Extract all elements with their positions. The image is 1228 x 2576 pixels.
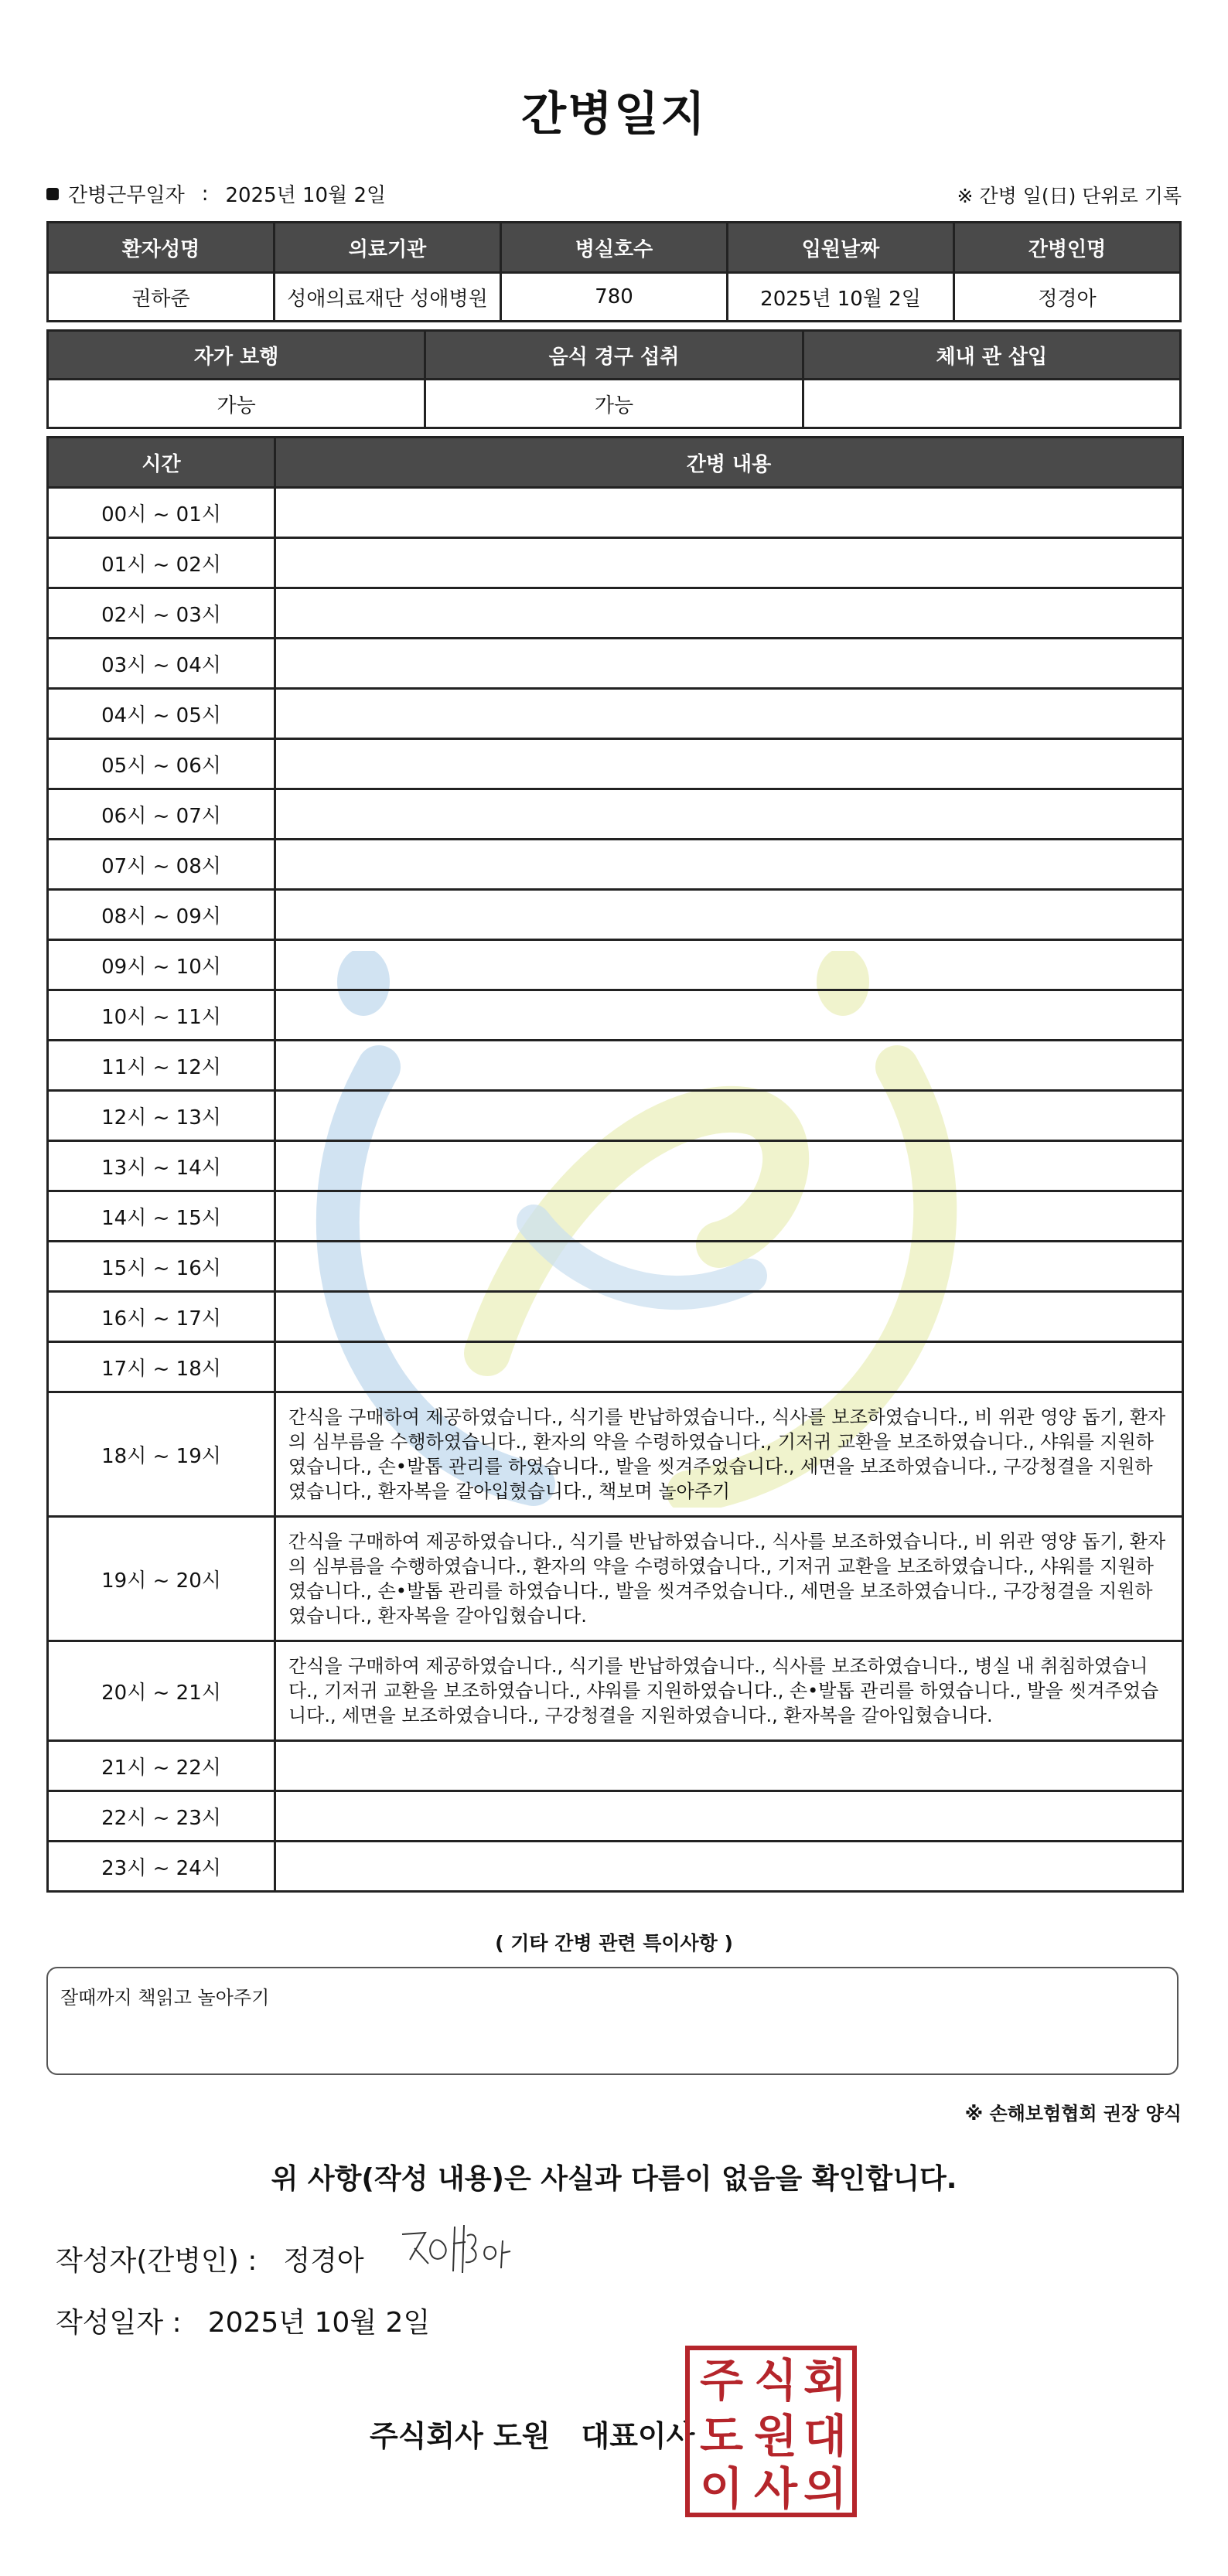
- seal-char: 주: [699, 2354, 744, 2407]
- time-cell: 21시 ~ 22시: [48, 1741, 275, 1791]
- header-admission-date: 입원날짜: [728, 223, 954, 273]
- seal-char: 사: [753, 2462, 798, 2515]
- time-cell: 22시 ~ 23시: [48, 1791, 275, 1842]
- content-cell: [275, 789, 1183, 840]
- tube-insertion-value: [803, 380, 1180, 428]
- header-care-content: 간병 내용: [275, 438, 1183, 488]
- table-row: [48, 990, 1183, 1041]
- table-row: [48, 1392, 1183, 1517]
- table-row: [48, 739, 1183, 789]
- table-row: [48, 488, 1183, 538]
- seal-char: 대: [803, 2410, 848, 2462]
- content-cell: [275, 1242, 1183, 1292]
- content-cell: [275, 1141, 1183, 1191]
- time-cell: 15시 ~ 16시: [48, 1242, 275, 1292]
- content-cell: [275, 639, 1183, 689]
- content-cell: [275, 1342, 1183, 1392]
- insurer-note: ※ 손해보험협회 권장 양식: [964, 2103, 1182, 2125]
- work-date-colon: :: [201, 182, 209, 206]
- table-row: [48, 1791, 1183, 1842]
- header-oral-intake: 음식 경구 섭취: [425, 331, 803, 380]
- bullet-square-icon: [46, 188, 59, 200]
- table-row: [48, 1091, 1183, 1141]
- content-cell: [275, 538, 1183, 588]
- time-cell: 17시 ~ 18시: [48, 1342, 275, 1392]
- content-cell: [275, 990, 1183, 1041]
- content-cell: [275, 1191, 1183, 1242]
- table-row: [48, 639, 1183, 689]
- time-cell: 07시 ~ 08시: [48, 840, 275, 890]
- time-cell: 05시 ~ 06시: [48, 739, 275, 789]
- time-cell: 03시 ~ 04시: [48, 639, 275, 689]
- company-row: [370, 2412, 694, 2455]
- time-cell: 20시 ~ 21시: [48, 1641, 275, 1741]
- work-date-row: [46, 179, 386, 208]
- patient-info-table: [46, 221, 1182, 322]
- seal-char: 도: [699, 2410, 744, 2462]
- content-cell: [275, 1791, 1183, 1842]
- table-row: [48, 1641, 1183, 1741]
- content-cell: 간식을 구매하여 제공하였습니다., 식기를 반납하였습니다., 식사를 보조하였습니다., 비 위관 영양 돕기, 환자의 심부름을 수행하였습니다., 환자의 약을 수령하였습니다., 기저귀 교환을 보조하였습니다., 샤워를 지원하였습니다., 손•발톱 관리를 하였습니다., 발을 씻겨주었습니다., 세면을 보조하였습니다., 구강청결을 지원하였습니다., 환자복을 갈아입혔습니다.: [275, 1517, 1183, 1641]
- time-cell: 19시 ~ 20시: [48, 1517, 275, 1641]
- content-cell: 간식을 구매하여 제공하였습니다., 식기를 반납하였습니다., 식사를 보조하였습니다., 비 위관 영양 돕기, 환자의 심부름을 수행하였습니다., 환자의 약을 수령하였습니다., 기저귀 교환을 보조하였습니다., 샤워를 지원하였습니다., 손•발톱 관리를 하였습니다., 발을 씻겨주었습니다., 세면을 보조하였습니다., 구강청결을 지원하였습니다., 환자복을 갈아입혔습니다., 책보며 놀아주기: [275, 1392, 1183, 1517]
- time-cell: 08시 ~ 09시: [48, 890, 275, 940]
- content-cell: [275, 1091, 1183, 1141]
- table-row: [48, 1517, 1183, 1641]
- time-cell: 10시 ~ 11시: [48, 990, 275, 1041]
- time-cell: 13시 ~ 14시: [48, 1141, 275, 1191]
- header-patient-name: 환자성명: [48, 223, 275, 273]
- table-row: [48, 1191, 1183, 1242]
- time-cell: 00시 ~ 01시: [48, 488, 275, 538]
- written-date-label: 작성일자 :: [56, 2307, 182, 2339]
- table-row: [48, 890, 1183, 940]
- work-date-label: 간병근무일자: [68, 184, 185, 207]
- content-cell: 간식을 구매하여 제공하였습니다., 식기를 반납하였습니다., 식사를 보조하였습니다., 병실 내 취침하였습니다., 기저귀 교환을 보조하였습니다., 샤워를 지원하였습니다., 손•발톱 관리를 하였습니다., 발을 씻겨주었습니다., 세면을 보조하였습니다., 구강청결을 지원하였습니다., 환자복을 갈아입혔습니다.: [275, 1641, 1183, 1741]
- table-row: [48, 1041, 1183, 1091]
- time-cell: 06시 ~ 07시: [48, 789, 275, 840]
- table-row: [48, 1292, 1183, 1342]
- patient-status-table: [46, 329, 1182, 429]
- oral-intake-value: 가능: [425, 380, 803, 428]
- time-cell: 16시 ~ 17시: [48, 1292, 275, 1342]
- time-cell: 01시 ~ 02시: [48, 538, 275, 588]
- content-cell: [275, 1292, 1183, 1342]
- content-cell: [275, 840, 1183, 890]
- table-row: [48, 1842, 1183, 1892]
- table-row: [48, 1342, 1183, 1392]
- writer-name: 정경아: [283, 2245, 364, 2277]
- table-row: [48, 940, 1183, 990]
- time-cell: 04시 ~ 05시: [48, 689, 275, 739]
- header-self-walking: 자가 보행: [48, 331, 425, 380]
- self-walking-value: 가능: [48, 380, 425, 428]
- time-cell: 12시 ~ 13시: [48, 1091, 275, 1141]
- admission-date: 2025년 10월 2일: [728, 273, 954, 322]
- table-row: [48, 1141, 1183, 1191]
- company-name: 주식회사 도원: [370, 2419, 551, 2453]
- caregiver-name: 정경아: [954, 273, 1181, 322]
- table-row: [48, 588, 1183, 639]
- work-date-value: 2025년 10월 2일: [225, 184, 387, 207]
- time-cell: 11시 ~ 12시: [48, 1041, 275, 1091]
- header-tube-insertion: 체내 관 삽입: [803, 331, 1180, 380]
- table-row: [48, 789, 1183, 840]
- seal-char: 식: [753, 2354, 798, 2407]
- handwritten-signature: [394, 2217, 534, 2279]
- content-cell: [275, 890, 1183, 940]
- content-cell: [275, 739, 1183, 789]
- content-cell: [275, 1842, 1183, 1892]
- seal-char: 이: [699, 2462, 744, 2515]
- written-date-row: [56, 2301, 430, 2340]
- table-row: [48, 1242, 1183, 1292]
- seal-char: 회: [803, 2354, 848, 2407]
- table-row: [48, 538, 1183, 588]
- writer-label: 작성자(간병인) :: [56, 2245, 258, 2277]
- notes-box: 잘때까지 책읽고 놀아주기: [46, 1967, 1179, 2075]
- document-title: 간병일지: [521, 87, 707, 141]
- time-cell: 14시 ~ 15시: [48, 1191, 275, 1242]
- room-number: 780: [501, 273, 728, 322]
- content-cell: [275, 940, 1183, 990]
- writer-row: [56, 2239, 364, 2278]
- table-row: [48, 840, 1183, 890]
- time-cell: 09시 ~ 10시: [48, 940, 275, 990]
- time-cell: 18시 ~ 19시: [48, 1392, 275, 1517]
- content-cell: [275, 1041, 1183, 1091]
- content-cell: [275, 689, 1183, 739]
- time-cell: 02시 ~ 03시: [48, 588, 275, 639]
- seal-char: 원: [753, 2410, 798, 2462]
- time-cell: 23시 ~ 24시: [48, 1842, 275, 1892]
- content-cell: [275, 1741, 1183, 1791]
- header-time: 시간: [48, 438, 275, 488]
- header-hospital: 의료기관: [275, 223, 501, 273]
- hospital-name: 성애의료재단 성애병원: [275, 273, 501, 322]
- table-row: [48, 689, 1183, 739]
- company-seal-stamp: [685, 2346, 857, 2517]
- patient-name: 권하준: [48, 273, 275, 322]
- seal-char: 의: [803, 2462, 848, 2515]
- written-date-value: 2025년 10월 2일: [207, 2307, 431, 2339]
- care-log-table: [46, 436, 1184, 1893]
- unit-note: ※ 간병 일(日) 단위로 기록: [957, 185, 1182, 207]
- notes-title: ( 기타 간병 관련 특이사항 ): [495, 1932, 733, 1954]
- company-representative: 대표이사: [581, 2419, 695, 2453]
- content-cell: [275, 488, 1183, 538]
- header-room-number: 병실호수: [501, 223, 728, 273]
- content-cell: [275, 588, 1183, 639]
- header-caregiver-name: 간병인명: [954, 223, 1181, 273]
- table-row: [48, 1741, 1183, 1791]
- confirmation-statement: 위 사항(작성 내용)은 사실과 다름이 없음을 확인합니다.: [271, 2163, 957, 2195]
